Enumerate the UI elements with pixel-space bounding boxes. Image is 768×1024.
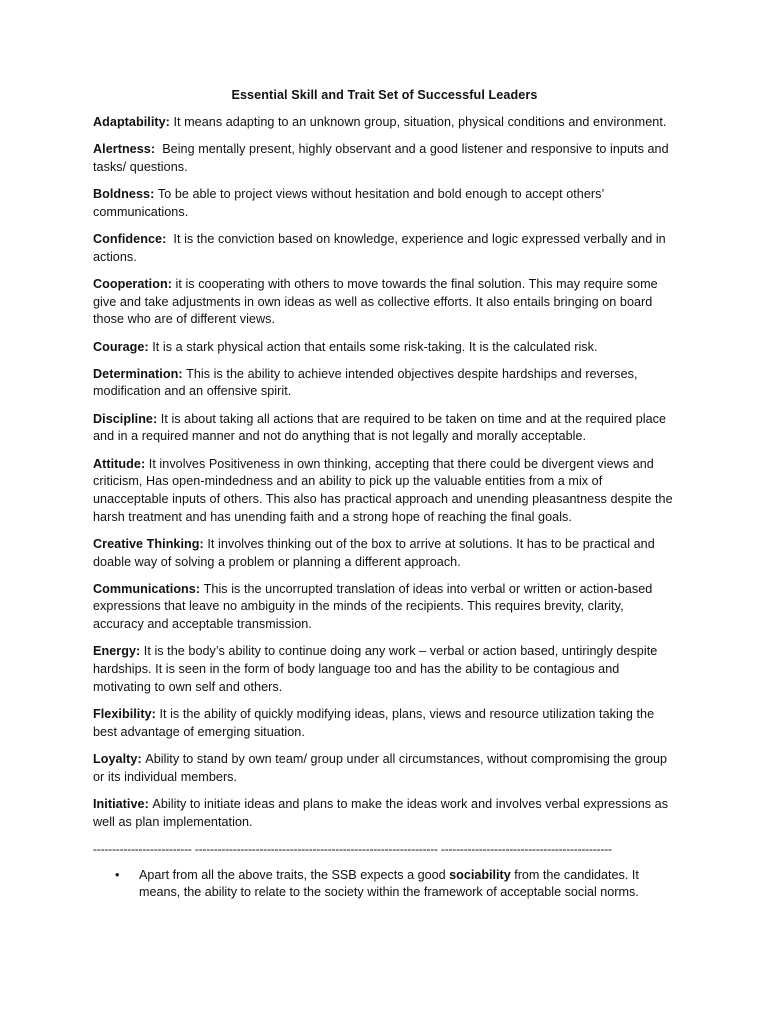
trait-paragraph <box>93 141 676 176</box>
note-text-bold: sociability <box>449 867 511 882</box>
bullet-icon: • <box>115 867 120 882</box>
trait-description: It is the ability of quickly modifying ideas, plans, views and resource utilization taking the best advantage of emerging situation. <box>93 706 655 739</box>
trait-description: It involves thinking out of the box to arrive at solutions. It has to be practical and doable way of solving a problem or planning a different approach. <box>93 536 655 569</box>
note-list <box>93 867 676 902</box>
trait-term: Courage <box>93 339 145 354</box>
trait-description: It involves Positiveness in own thinking, accepting that there could be divergent views and criticism, Has open-mindedness and an ability to pick up the valuable entities from a mix of unacceptable inputs of others. This also has practical approach and unending pleasantness despite the harsh treatment and has unending faith and a strong hope of reaching the final goals. <box>93 456 673 524</box>
trait-paragraph <box>93 536 676 571</box>
trait-description: This is the uncorrupted translation of ideas into verbal or written or action-based expressions that leave no ambiguity in the minds of the recipients. This requires brevity, clarity, accuracy and acceptable transmission. <box>93 581 653 632</box>
trait-separator: : <box>136 644 144 659</box>
trait-separator: : <box>195 581 204 596</box>
trait-paragraph <box>93 231 676 266</box>
trait-term: Confidence <box>93 232 163 247</box>
trait-term: Communications <box>93 581 196 596</box>
trait-separator: : <box>167 276 176 291</box>
note-text-before: Apart from all the above traits, the SSB expects a good <box>139 867 450 882</box>
trait-separator: : <box>178 366 187 381</box>
note-text-after: from the candidates. It means, the ability to relate to the society within the framework of acceptable social norms. <box>139 867 639 900</box>
trait-paragraph <box>93 796 676 831</box>
trait-paragraph <box>93 751 676 786</box>
trait-description: This is the ability to achieve intended objectives despite hardships and reverses, modification and an offensive spirit. <box>93 366 638 399</box>
trait-description: To be able to project views without hesitation and bold enough to accept others’ communications. <box>93 187 604 219</box>
trait-separator: : <box>150 142 163 157</box>
trait-separator: : <box>153 411 161 426</box>
trait-term: Adaptability <box>93 115 166 129</box>
trait-paragraph <box>93 581 676 634</box>
trait-separator: : <box>165 115 174 129</box>
trait-term: Flexibility <box>93 706 152 721</box>
section-divider: -------------------------- ---------------------------------------------------------------- --------------------------------------------- <box>93 841 612 856</box>
note-item <box>115 867 676 902</box>
trait-separator: : <box>144 339 153 354</box>
trait-term: Energy <box>93 644 136 659</box>
trait-separator: : <box>151 706 160 721</box>
trait-term: Creative Thinking <box>93 536 200 551</box>
trait-separator: : <box>150 187 158 202</box>
trait-term: Cooperation <box>93 276 168 291</box>
trait-separator: : <box>162 232 174 247</box>
trait-term: Discipline <box>93 411 153 426</box>
trait-paragraph <box>93 643 676 696</box>
trait-paragraph <box>93 186 676 221</box>
trait-description: It is the body’s ability to continue doing any work – verbal or action based, untiringly despite hardships. It is seen in the form of body language too and has the ability to be contagious and motivating to own self and others. <box>93 644 658 694</box>
trait-paragraph <box>93 366 676 401</box>
trait-term: Initiative <box>93 796 145 811</box>
trait-paragraph <box>93 339 676 357</box>
trait-paragraph <box>93 411 676 446</box>
trait-description: Ability to stand by own team/ group under all circumstances, without compromising the group or its individual members. <box>93 751 668 784</box>
trait-description: It is the conviction based on knowledge, experience and logic expressed verbally and in actions. <box>93 232 666 264</box>
trait-paragraph <box>93 276 676 329</box>
trait-description: Being mentally present, highly observant and a good listener and responsive to inputs and tasks/ questions. <box>93 142 669 174</box>
trait-paragraph <box>93 456 676 527</box>
trait-separator: : <box>137 751 146 766</box>
trait-description: Ability to initiate ideas and plans to make the ideas work and involves verbal expressions as well as plan implementation. <box>93 796 669 829</box>
trait-description: It is a stark physical action that entails some risk-taking. It is the calculated risk. <box>152 339 598 354</box>
trait-separator: : <box>199 536 208 551</box>
document-title: Essential Skill and Trait Set of Successful Leaders <box>231 88 538 102</box>
trait-description: It is about taking all actions that are required to be taken on time and at the required place and in a required manner and not do anything that is not legally and morally acceptable. <box>93 411 667 444</box>
trait-term: Loyalty <box>93 751 138 766</box>
trait-description: it is cooperating with others to move towards the final solution. This may require some give and take adjustments in own ideas as well as collective efforts. It also entails bringing on board those who are of different views. <box>93 276 658 327</box>
trait-term: Attitude <box>93 456 141 471</box>
trait-paragraph <box>93 706 676 741</box>
trait-term: Alertness <box>93 142 151 157</box>
traits-list <box>93 114 676 831</box>
trait-separator: : <box>140 456 149 471</box>
trait-description: It means adapting to an unknown group, situation, physical conditions and environment. <box>173 115 667 129</box>
trait-term: Determination <box>93 366 179 381</box>
trait-paragraph <box>93 114 676 132</box>
trait-term: Boldness <box>93 187 151 202</box>
trait-separator: : <box>144 796 153 811</box>
